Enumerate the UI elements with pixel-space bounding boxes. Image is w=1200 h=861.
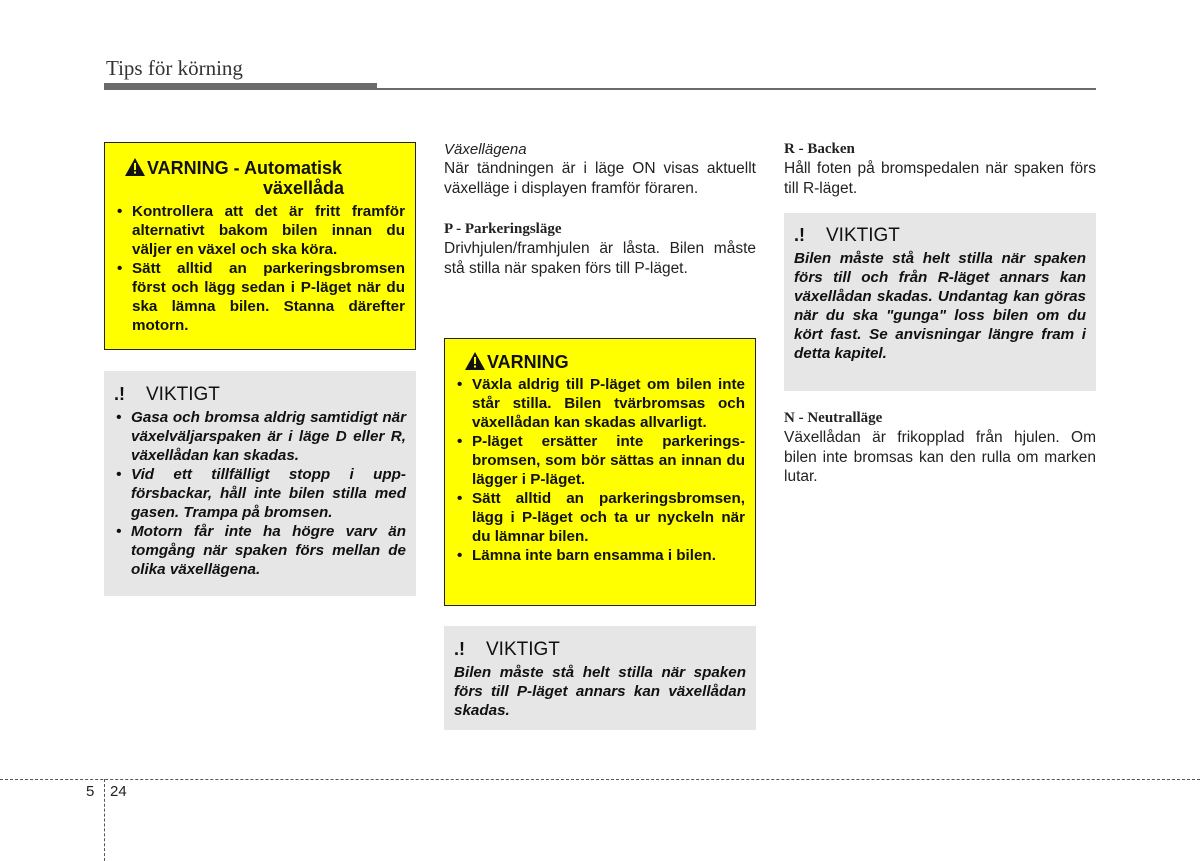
section-title: Växellägena bbox=[444, 141, 527, 158]
p-paragraph: Drivhjulen/framhjulen är låsta. Bilen måste stå stilla när spaken förs till P-läget. bbox=[444, 240, 756, 277]
warning-list bbox=[115, 202, 405, 335]
intro-paragraph: När tändningen är i läge ON visas aktuellt växelläge i displayen framför föraren. bbox=[444, 160, 756, 197]
warning-box-automatic bbox=[104, 142, 416, 350]
section-number: 5 bbox=[86, 783, 95, 800]
list-item: • Gasa och bromsa aldrig samtidigt när växelväljarspaken är i läge D eller R, växellådan kan skadas. bbox=[114, 408, 406, 465]
warning-title-text: VARNING bbox=[487, 352, 569, 372]
list-item: • Lämna inte barn ensamma i bilen. bbox=[455, 546, 745, 565]
page-title: Tips för körning bbox=[106, 56, 243, 80]
header-rule-thick bbox=[104, 83, 377, 90]
list-item: • Vid ett tillfälligt stopp i upp-försbackar, håll inte bilen stilla med gasen. Trampa på bromsen. bbox=[114, 465, 406, 522]
list-item: • Kontrollera att det är fritt framför alternativt bakom bilen innan du väljer en växel och ska köra. bbox=[115, 202, 405, 259]
warning-title bbox=[455, 352, 745, 372]
list-item: • Motorn får inte ha högre varv än tomgång när spaken förs mellan de olika växellägena. bbox=[114, 522, 406, 579]
important-paragraph: Bilen måste stå helt stilla när spaken förs till och från R-läget annars kan växellådan skadas. Undantag kan göras när du ska "gunga" loss bilen om du kört fast. Se anvisningar längre fram i detta kapitel. bbox=[794, 250, 1086, 362]
important-paragraph: Bilen måste stå helt stilla när spaken förs till P-läget annars kan växellådan skadas. bbox=[454, 664, 746, 719]
r-paragraph: Håll foten på bromspedalen när spaken förs till R-läget. bbox=[784, 160, 1096, 197]
r-heading: R - Backen bbox=[784, 141, 855, 157]
warning-triangle-icon bbox=[465, 352, 485, 370]
exclamation-icon: .! bbox=[454, 639, 465, 659]
right-text-column-top bbox=[784, 140, 1096, 198]
exclamation-icon: .! bbox=[114, 384, 125, 404]
right-text-column-bottom bbox=[784, 409, 1096, 487]
n-paragraph: Växellådan är frikopplad från hjulen. Om bilen inte bromsas kan den rulla om marken lutar. bbox=[784, 429, 1096, 485]
page-number: 24 bbox=[110, 783, 127, 800]
exclamation-icon: .! bbox=[794, 225, 805, 245]
important-title-text: VIKTIGT bbox=[486, 639, 560, 660]
warning-title bbox=[115, 158, 405, 178]
warning-title-line1: VARNING - Automatisk bbox=[147, 158, 343, 178]
n-heading: N - Neutralläge bbox=[784, 410, 883, 426]
important-title bbox=[794, 224, 1086, 247]
footer-rule bbox=[0, 779, 1200, 780]
warning-box-p bbox=[444, 338, 756, 606]
warning-triangle-icon bbox=[125, 158, 145, 176]
important-list bbox=[114, 408, 406, 579]
footer-vertical-rule bbox=[104, 779, 105, 861]
header-rule-thin bbox=[377, 88, 1096, 90]
important-title-text: VIKTIGT bbox=[826, 225, 900, 246]
p-heading: P - Parkeringsläge bbox=[444, 221, 562, 237]
list-item: • Sätt alltid an parkeringsbromsen först och lägg sedan i P-läget när du ska lämna bilen. Stanna därefter motorn. bbox=[115, 259, 405, 335]
important-title bbox=[114, 383, 406, 406]
warning-title-line2: växellåda bbox=[263, 178, 345, 198]
list-item: • P-läget ersätter inte parkerings-bromsen, som bör sättas an innan du lägger i P-läget. bbox=[455, 432, 745, 489]
important-box-right bbox=[784, 213, 1096, 391]
list-item: • Växla aldrig till P-läget om bilen inte står stilla. Bilen tvärbromsas och växellådan kan skadas allvarligt. bbox=[455, 375, 745, 432]
important-box-middle bbox=[444, 626, 756, 730]
warning-list bbox=[455, 375, 745, 565]
important-box-left bbox=[104, 371, 416, 596]
important-title bbox=[454, 638, 746, 661]
middle-text-column bbox=[444, 140, 756, 278]
list-item: • Sätt alltid an parkeringsbromsen, lägg i P-läget och ta ur nyckeln när du lämnar bilen. bbox=[455, 489, 745, 546]
important-title-text: VIKTIGT bbox=[146, 384, 220, 405]
